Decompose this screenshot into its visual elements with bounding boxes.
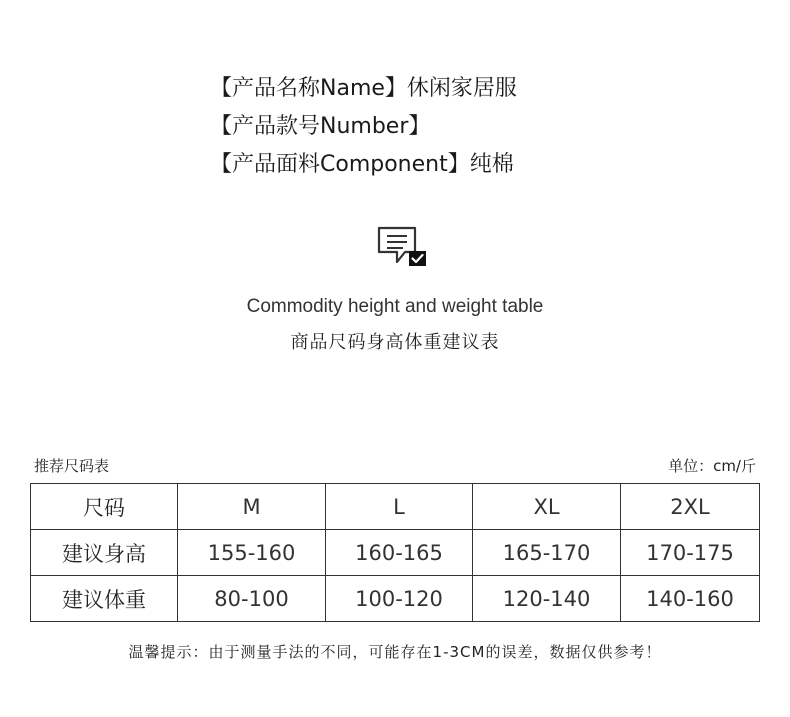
table-title: 推荐尺码表: [34, 457, 110, 475]
table-cell: 165-170: [473, 530, 621, 576]
header-cell-l: L: [326, 484, 473, 530]
table-cell: 80-100: [178, 576, 326, 622]
product-number-label: 【产品款号Number】: [210, 114, 431, 139]
table-cell: 100-120: [326, 576, 473, 622]
header-cell-size: 尺码: [31, 484, 178, 530]
caption-chinese: 商品尺码身高体重建议表: [290, 332, 500, 353]
footer-note: 温馨提示：由于测量手法的不同，可能存在1-3CM的误差，数据仅供参考！: [128, 643, 662, 661]
product-name-line: [210, 70, 630, 108]
size-table: [30, 483, 760, 622]
header-cell-xl: XL: [473, 484, 621, 530]
chat-check-icon: [375, 224, 431, 270]
product-component-value: 纯棉: [469, 152, 514, 177]
table-cell: 155-160: [178, 530, 326, 576]
header-cell-2xl: 2XL: [621, 484, 760, 530]
product-name-value: 休闲家居服: [406, 76, 517, 101]
table-cell: 160-165: [326, 530, 473, 576]
row-label-height: 建议身高: [31, 530, 178, 576]
caption-english: Commodity height and weight table: [246, 296, 544, 317]
table-row-weight: [31, 576, 760, 622]
table-row-height: [31, 530, 760, 576]
table-cell: 140-160: [621, 576, 760, 622]
table-unit: 单位：cm/斤: [668, 457, 756, 475]
table-cell: 170-175: [621, 530, 760, 576]
product-component-label: 【产品面料Component】: [210, 152, 470, 177]
row-label-weight: 建议体重: [31, 576, 178, 622]
product-name-label: 【产品名称Name】: [210, 76, 407, 101]
table-cell: 120-140: [473, 576, 621, 622]
product-number-line: [210, 108, 630, 146]
header-cell-m: M: [178, 484, 326, 530]
product-component-line: [210, 146, 630, 184]
product-info: [210, 70, 630, 184]
table-header-row: [31, 484, 760, 530]
